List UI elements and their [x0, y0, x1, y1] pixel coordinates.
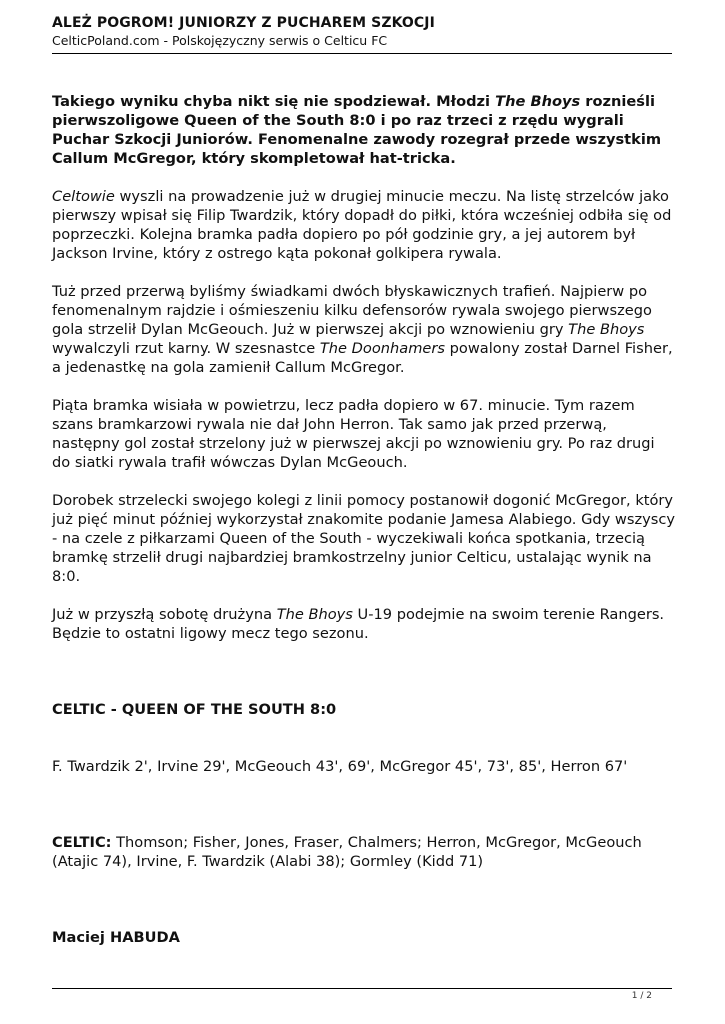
paragraph-5 — [52, 605, 677, 643]
article-lead — [52, 92, 677, 168]
spacer — [52, 738, 677, 757]
page-title: ALEŻ POGROM! JUNIORZY Z PUCHAREM SZKOCJI — [52, 15, 435, 31]
paragraph-2 — [52, 282, 677, 377]
spacer — [52, 662, 677, 700]
spacer — [52, 795, 677, 833]
paragraph-2-team-name: The Bhoys — [568, 321, 645, 338]
paragraph-1-text: wyszli na prowadzenie już w drugiej minucie meczu. Na listę strzelców jako pierwszy wpisał się Filip Twardzik, który dopadł do piłki, która wcześniej odbiła się od poprzeczki. Kolejna bramka padła dopiero po pół godzinie gry, a jej autorem był Jackson Irvine, który z ostrego kąta pokonał golkipera rywala. — [52, 188, 672, 262]
site-subtitle: CelticPoland.com - Polskojęzyczny serwis o Celticu FC — [52, 33, 388, 48]
paragraph-2-text-c: powalony został Darnel Fisher, a jedenastkę na gola zamienił Callum McGregor. — [52, 340, 673, 376]
lead-text-end: roznieśli pierwszoligowe Queen of the South 8:0 i po raz trzeci z rzędu wygrali Puchar Szkocji Juniorów. Fenomenalne zawody rozegrał przede wszystkim Callum McGregor, który skompletował hat-tricka. — [52, 93, 662, 167]
paragraph-5-text-a: Już w przyszłą sobotę drużyna — [52, 606, 277, 623]
paragraph-3: Piąta bramka wisiała w powietrzu, lecz padła dopiero w 67. minucie. Tym razem szans bramkarzowi rywala nie dał John Herron. Tak samo jak przed przerwą, następny gol został strzelony już w pierwszej akcji po wznowieniu gry. Po raz drugi do siatki rywala trafił wówczas Dylan McGeouch. — [52, 397, 655, 471]
lineup — [52, 833, 677, 871]
document-header — [52, 14, 672, 49]
spacer — [52, 890, 677, 928]
paragraph-4: Dorobek strzelecki swojego kolegi z linii pomocy postanowił dogonić McGregor, który już pięć minut później wykorzystał znakomite podanie Jamesa Alabiego. Gdy wszyscy - na czele z piłkarzami Queen of the South - wyczekiwali końca spotkania, trzecią bramkę strzelił drugi najbardziej bramkostrzelny junior Celticu, ustalając wynik na 8:0. — [52, 492, 676, 585]
lead-team-name: The Bhoys — [495, 93, 581, 110]
scorers-line: F. Twardzik 2', Irvine 29', McGeouch 43', 69', McGregor 45', 73', 85', Herron 67' — [52, 758, 628, 775]
paragraph-1 — [52, 187, 677, 263]
header-divider — [52, 53, 672, 54]
paragraph-2-text-b: wywalczyli rzut karny. W szesnastce — [52, 340, 320, 357]
paragraph-1-team-name: Celtowie — [52, 188, 115, 205]
paragraph-5-team-name: The Bhoys — [276, 606, 353, 623]
lineup-players: Thomson; Fisher, Jones, Fraser, Chalmers; Herron, McGregor, McGeouch (Atajic 74), Irvine, F. Twardzik (Alabi 38); Gormley (Kidd 71) — [52, 834, 642, 870]
match-result-title: CELTIC - QUEEN OF THE SOUTH 8:0 — [52, 701, 337, 718]
article-body — [52, 92, 677, 966]
paragraph-2-text-a: Tuż przed przerwą byliśmy świadkami dwóch błyskawicznych trafień. Najpierw po fenomenalnym rajdzie i ośmieszeniu kilku defensorów rywala swojego pierwszego gola strzelił Dylan McGeouch. Już w pierwszej akcji po wznowieniu gry — [52, 283, 652, 338]
lead-text-start: Takiego wyniku chyba nikt się nie spodziewał. Młodzi — [52, 93, 496, 110]
lineup-label: CELTIC: — [52, 834, 112, 851]
paragraph-5-text-b: U-19 podejmie na swoim terenie Rangers. Będzie to ostatni ligowy mecz tego sezonu. — [52, 606, 665, 642]
author-name: Maciej HABUDA — [52, 929, 180, 946]
page-number: 1 / 2 — [631, 991, 652, 1001]
paragraph-2-opponent-nickname: The Doonhamers — [319, 340, 446, 357]
footer-divider — [52, 988, 672, 989]
